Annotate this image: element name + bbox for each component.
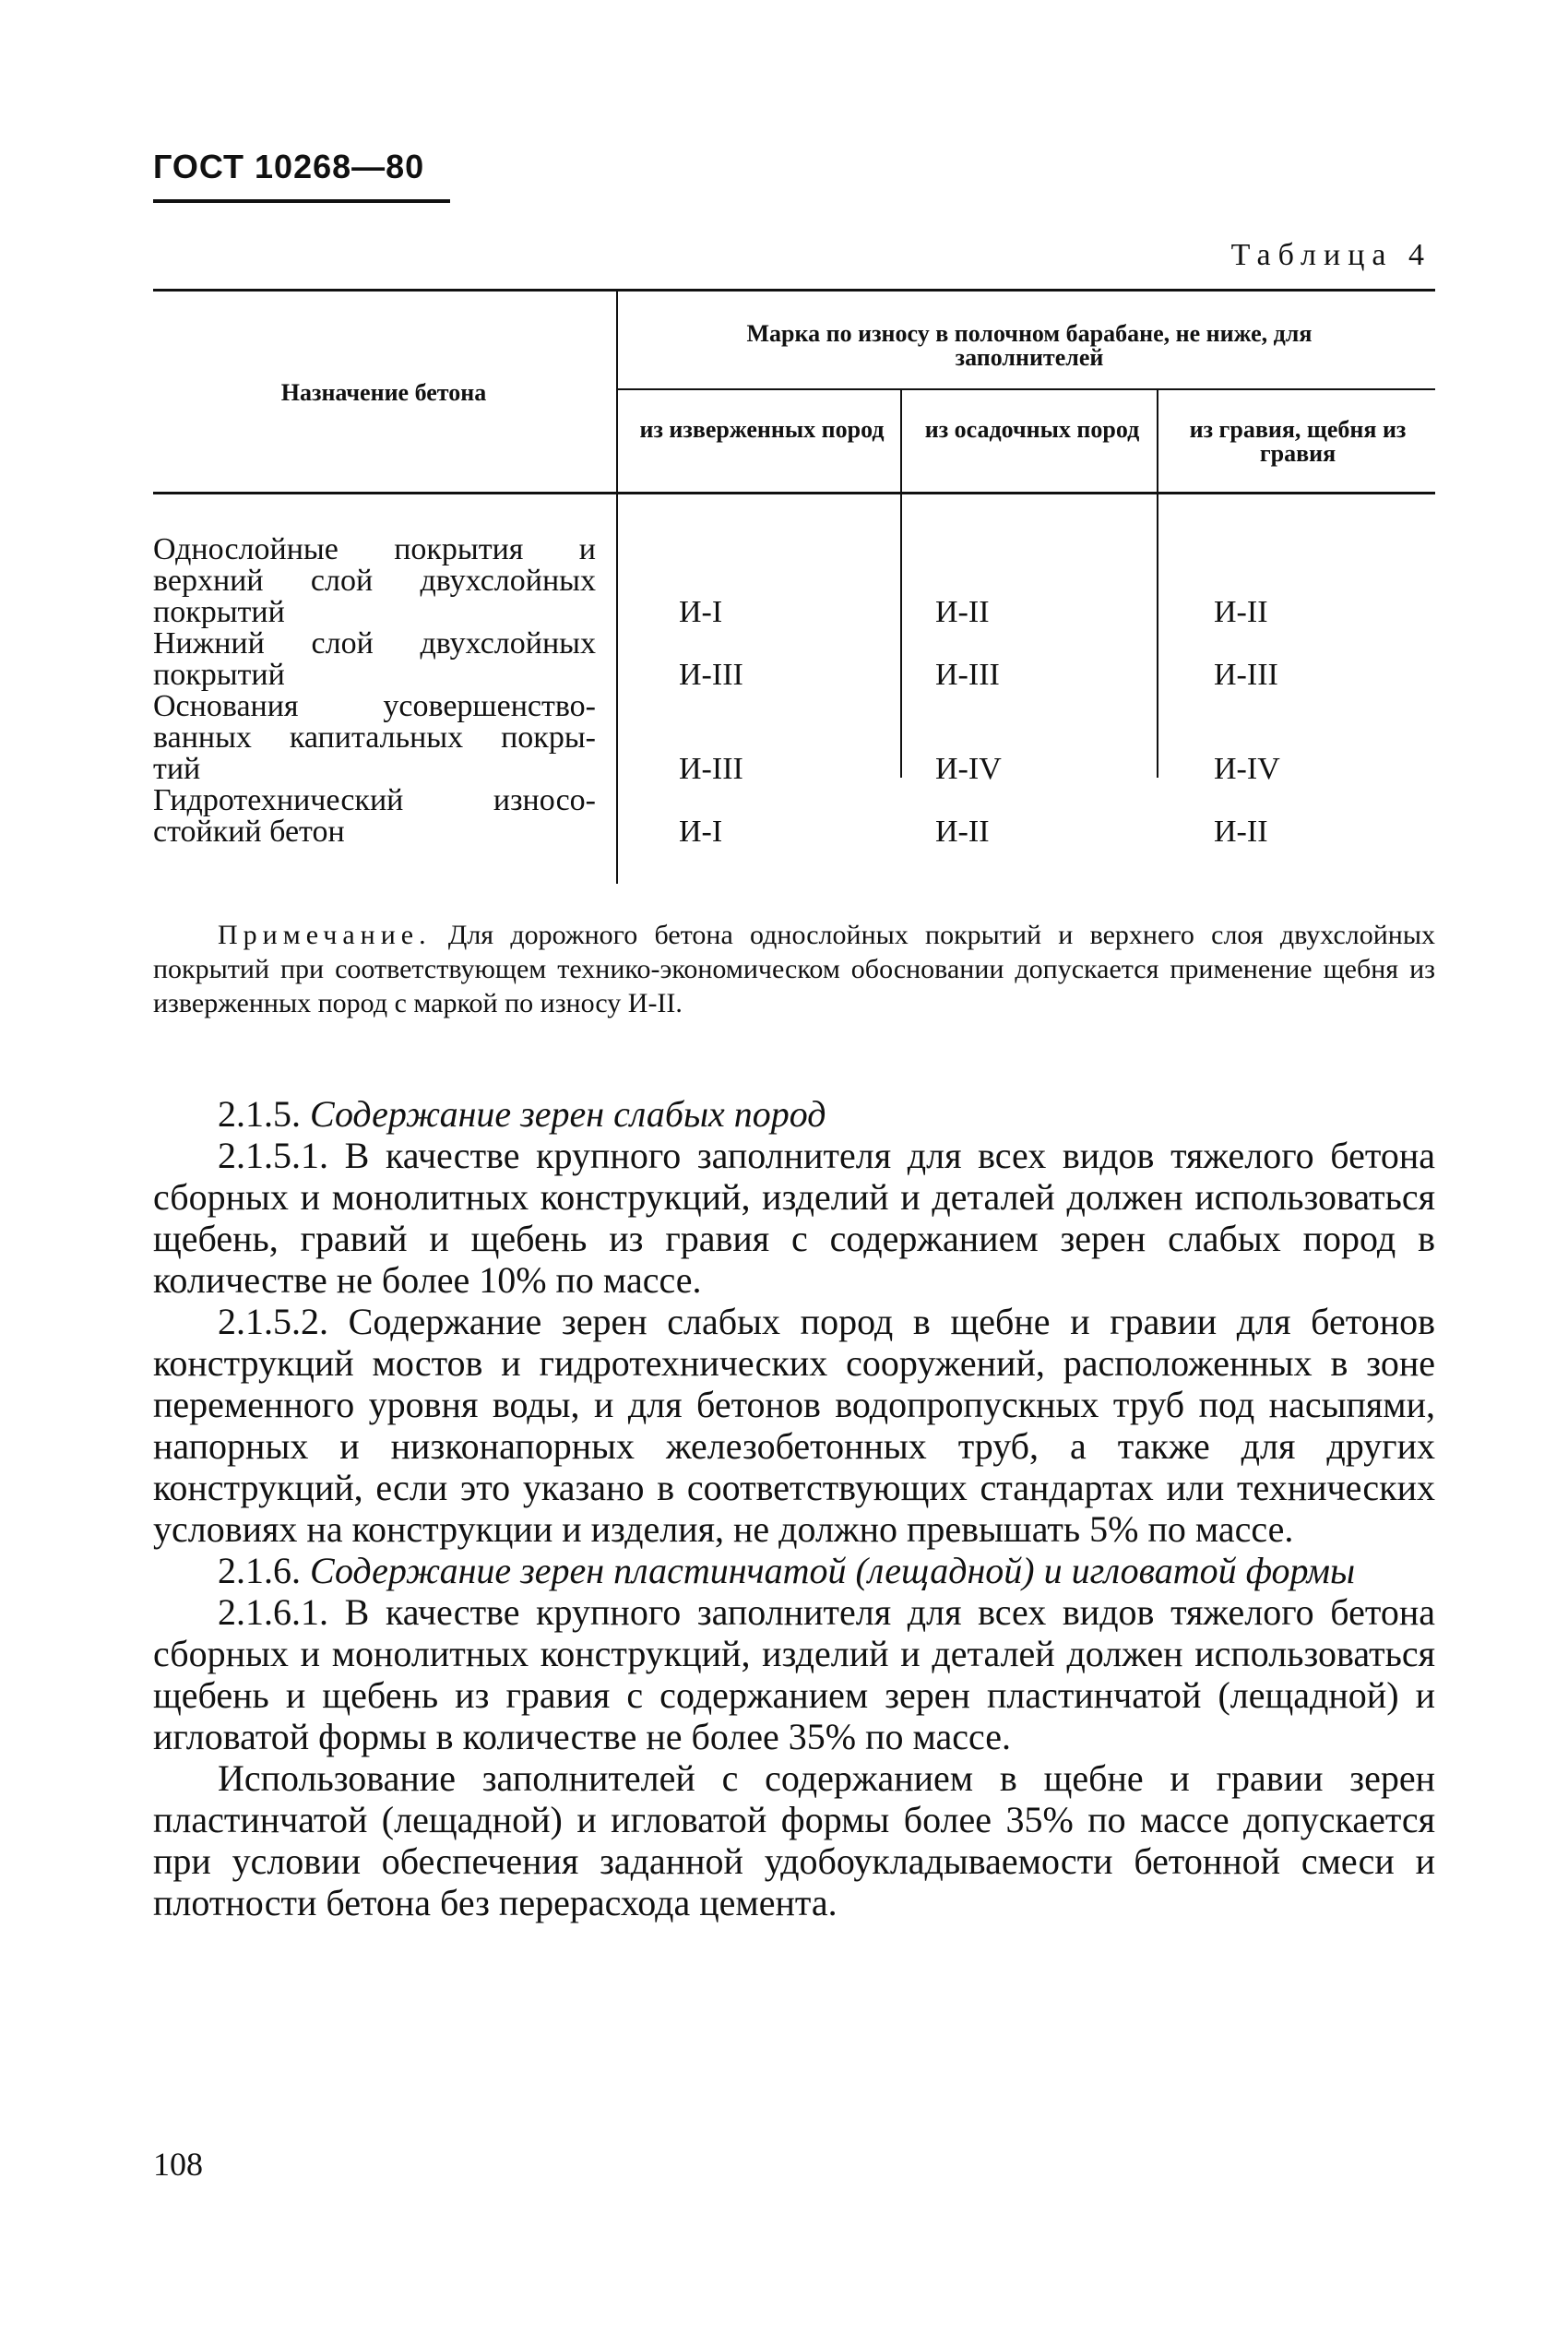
paragraph-2-1-5-2: 2.1.5.2. Содержание зерен слабых пород в щебне и гравии для бетонов конструкций мостов и гидротехнических сооружений, расположенных в зоне переменного уровня воды, и для бетонов водопропускных труб под насыпями, напорных и низконапорных железобетонных труб, а также для других конструкций, если это указано в соответствующих стандартах или технических условиях на конструкции и изделия, не должно превышать 5% по массе. <box>153 1301 1435 1550</box>
paragraph-usage: Использование заполнителей с содержанием в щебне и гравии зерен пластинчатой (лещадной) и игловатой формы более 35% по массе допускается при условии обеспечения заданной удобоукладываемости бетонной смеси и плотности бетона без перерасхода цемента. <box>153 1757 1435 1923</box>
table-cell: И-II <box>1214 815 1268 849</box>
row-label: Основания усовершенство- <box>153 689 596 723</box>
wear-grade-table <box>153 289 1435 888</box>
row-label: стойкий бетон <box>153 815 345 849</box>
subheader-igneous: из изверженных пород <box>639 416 885 443</box>
row-label: покрытий <box>153 595 285 629</box>
section-title: Содержание зерен пластинчатой (лещадной) и игловатой формы <box>310 1550 1356 1591</box>
note-text: Для дорожного бетона однослойных покрытий и верхнего слоя двухслойных покрытий при соответствующем технико-экономическом обосновании допускается применение щебня из изверженных пород с маркой по износу И-II. <box>153 920 1435 1018</box>
table-header-rule <box>153 492 1435 494</box>
table-cell: И-IV <box>935 752 1002 786</box>
header-rule <box>153 199 450 203</box>
header-purpose: Назначение бетона <box>280 379 487 406</box>
section-number: 2.1.5. <box>218 1093 301 1135</box>
header-grade-group: Марка по износу в полочном барабане, не ниже, для заполнителей <box>746 320 1313 371</box>
table-cell: И-II <box>1214 595 1268 629</box>
subheader-gravel: из гравия, щебня из гравия <box>1189 416 1407 467</box>
row-label: верхний слой двухслойных <box>153 564 596 598</box>
table-cell: И-II <box>935 815 990 849</box>
row-label: ванных капитальных покры- <box>153 720 596 755</box>
table-cell: И-II <box>935 595 990 629</box>
document-code: ГОСТ 10268—80 <box>153 148 425 185</box>
table-note <box>153 918 1435 1020</box>
row-label: Однослойные покрытия и <box>153 532 596 566</box>
table-cell: И-III <box>1214 658 1278 692</box>
table-cell: И-III <box>679 752 743 786</box>
table-cell: И-III <box>679 658 743 692</box>
section-title: Содержание зерен слабых пород <box>310 1093 826 1135</box>
table-cell: И-IV <box>1214 752 1280 786</box>
section-2-1-6-heading <box>153 1550 1435 1591</box>
paragraph-2-1-6-1: 2.1.6.1. В качестве крупного заполнителя для всех видов тяжелого бетона сборных и монолитных конструкций, изделий и деталей должен использоваться щебень и щебень из гравия с содержанием зерен пластинчатой (лещадной) и игловатой формы в количестве не более 35% по массе. <box>153 1591 1435 1757</box>
paragraph-2-1-5-1: 2.1.5.1. В качестве крупного заполнителя для всех видов тяжелого бетона сборных и монолитных конструкций, изделий и деталей должен использоваться щебень, гравий и щебень из гравия с содержанием зерен слабых пород в количестве не более 10% по массе. <box>153 1135 1435 1301</box>
table-cell: И-I <box>679 815 723 849</box>
table-cell: И-I <box>679 595 723 629</box>
section-2-1-5-heading <box>153 1093 1435 1135</box>
row-label: Нижний слой двухслойных <box>153 626 596 661</box>
table-caption: Таблица 4 <box>1230 238 1431 272</box>
body-text <box>153 1093 1435 1923</box>
table-top-rule <box>153 289 1435 292</box>
table-cell: И-III <box>935 658 1000 692</box>
section-number: 2.1.6. <box>218 1550 301 1591</box>
table-divider-2 <box>900 390 902 778</box>
table-group-rule <box>617 388 1435 390</box>
row-label: покрытий <box>153 658 285 692</box>
table-divider-1 <box>616 289 618 884</box>
page-number: 108 <box>153 2146 203 2183</box>
table-divider-3 <box>1157 390 1158 778</box>
row-label: Гидротехнический износо- <box>153 783 596 817</box>
subheader-sedimentary: из осадочных пород <box>924 416 1140 443</box>
note-label: Примечание. <box>218 920 432 950</box>
row-label: тий <box>153 752 201 786</box>
